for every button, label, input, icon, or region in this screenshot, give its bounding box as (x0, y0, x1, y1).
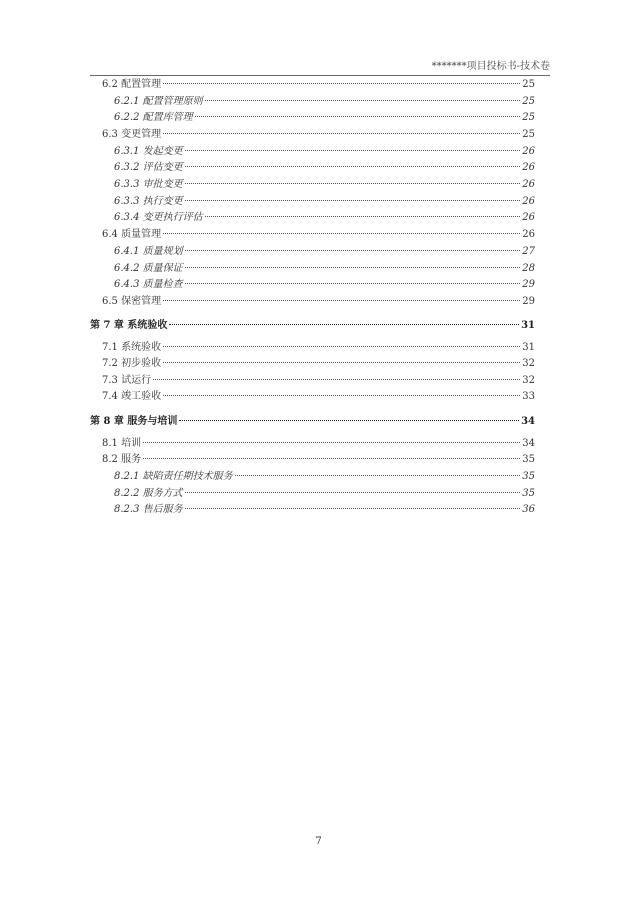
toc-entry-label: 6.2.1 配置管理原则 (114, 96, 203, 107)
toc-page-number: 26 (522, 196, 535, 207)
toc-entry-label: 7.3 试运行 (102, 375, 152, 386)
toc-page-number: 34 (521, 416, 535, 427)
toc-entry-6-2[interactable] (102, 78, 535, 92)
toc-entry-label: 8.2.3 售后服务 (114, 504, 183, 515)
toc-page-number: 25 (522, 112, 535, 123)
toc-entry-label: 6.2.2 配置库管理 (114, 112, 193, 123)
toc-page-number: 27 (522, 246, 535, 257)
toc-page-number: 36 (522, 504, 535, 515)
page-number: 7 (315, 836, 322, 847)
toc-entry-6-5[interactable] (102, 295, 535, 309)
toc-leader (185, 200, 521, 201)
toc-page-number: 35 (522, 471, 535, 482)
toc-page-number: 26 (522, 162, 535, 173)
toc-page-number: 29 (522, 296, 535, 307)
toc-leader (185, 250, 521, 251)
toc-entry-6-3-3b[interactable] (114, 195, 535, 209)
toc-entry-6-4-2[interactable] (114, 262, 535, 276)
toc-leader (163, 395, 520, 396)
toc-leader (143, 442, 520, 443)
toc-leader (169, 324, 519, 325)
toc-entry-7-2[interactable] (102, 357, 535, 371)
toc-leader (185, 267, 521, 268)
toc-entry-7-4[interactable] (102, 390, 535, 404)
toc-entry-6-3[interactable] (102, 128, 535, 142)
toc-entry-label: 7.2 初步验收 (102, 358, 162, 369)
toc-leader (163, 362, 520, 363)
toc-entry-6-2-2[interactable] (114, 111, 535, 125)
toc-page-number: 34 (522, 438, 535, 449)
toc-leader (163, 300, 520, 301)
toc-page-number: 25 (522, 79, 535, 90)
toc-page-number: 33 (522, 391, 535, 402)
toc-page-number: 26 (522, 146, 535, 157)
toc-entry-chapter-7[interactable] (90, 319, 535, 333)
toc-leader (163, 83, 520, 84)
toc-entry-6-3-2[interactable] (114, 161, 535, 175)
toc-leader (185, 492, 521, 493)
toc-entry-label: 6.3.3 审批变更 (114, 179, 183, 190)
toc-leader (185, 183, 521, 184)
toc-entry-label: 6.4.3 质量检查 (114, 279, 183, 290)
toc-entry-chapter-8[interactable] (90, 415, 535, 429)
toc-entry-7-3[interactable] (102, 374, 535, 388)
toc-leader (185, 508, 521, 509)
toc-leader (185, 283, 521, 284)
toc-leader (185, 150, 521, 151)
toc-entry-8-2[interactable] (102, 453, 535, 467)
toc-leader (195, 116, 521, 117)
toc-entry-label: 6.3.2 评估变更 (114, 162, 183, 173)
toc-entry-6-3-4[interactable] (114, 211, 535, 225)
toc-entry-label: 6.4.1 质量规划 (114, 246, 183, 257)
toc-entry-8-2-2[interactable] (114, 487, 535, 501)
toc-entry-8-2-1[interactable] (114, 470, 535, 484)
toc-entry-6-4-3[interactable] (114, 278, 535, 292)
toc-entry-label: 7.1 系统验收 (102, 342, 162, 353)
toc-entry-label: 6.5 保密管理 (102, 296, 162, 307)
toc-page-number: 25 (522, 96, 535, 107)
toc-page-number: 35 (522, 488, 535, 499)
toc-entry-label: 7.4 竣工验收 (102, 391, 162, 402)
toc-leader (235, 475, 521, 476)
toc-leader (185, 166, 521, 167)
toc-entry-6-2-1[interactable] (114, 95, 535, 109)
toc-entry-label: 6.4.2 质量保证 (114, 263, 183, 274)
toc-leader (163, 133, 520, 134)
toc-entry-label: 第 8 章 服务与培训 (90, 416, 178, 427)
toc-page-number: 26 (522, 229, 535, 240)
toc-leader (205, 100, 521, 101)
toc-entry-6-4-1[interactable] (114, 245, 535, 259)
toc-leader (179, 420, 519, 421)
toc-page-number: 32 (522, 358, 535, 369)
toc-entry-8-2-3[interactable] (114, 503, 535, 517)
toc-entry-label: 6.3.3 执行变更 (114, 196, 183, 207)
toc-entry-label: 6.3.4 变更执行评估 (114, 212, 203, 223)
toc-page-number: 31 (522, 342, 535, 353)
toc-leader (163, 233, 520, 234)
toc-page-number: 26 (522, 212, 535, 223)
toc-page-number: 35 (522, 454, 535, 465)
header-title: *******项目投标书-技术卷 (431, 61, 550, 72)
toc-entry-label: 6.4 质量管理 (102, 229, 162, 240)
toc-leader (205, 216, 521, 217)
toc-entry-label: 8.2.2 服务方式 (114, 488, 183, 499)
toc-entry-label: 6.3.1 发起变更 (114, 146, 183, 157)
toc-entry-label: 8.1 培训 (102, 438, 142, 449)
toc-entry-6-3-3[interactable] (114, 178, 535, 192)
toc-entry-label: 6.3 变更管理 (102, 129, 162, 140)
toc-page-number: 25 (522, 129, 535, 140)
toc-page-number: 26 (522, 179, 535, 190)
toc-page-number: 31 (521, 320, 535, 331)
toc-page-number: 32 (522, 375, 535, 386)
toc-leader (153, 379, 520, 380)
toc-leader (163, 346, 520, 347)
toc-page-number: 29 (522, 279, 535, 290)
toc-entry-label: 6.2 配置管理 (102, 79, 162, 90)
toc-entry-6-4[interactable] (102, 228, 535, 242)
toc-page-number: 28 (522, 263, 535, 274)
toc-entry-8-1[interactable] (102, 437, 535, 451)
toc-entry-6-3-1[interactable] (114, 145, 535, 159)
toc-leader (143, 458, 520, 459)
toc-entry-7-1[interactable] (102, 341, 535, 355)
toc-entry-label: 8.2.1 缺陷责任期技术服务 (114, 471, 233, 482)
toc-entry-label: 第 7 章 系统验收 (90, 320, 168, 331)
toc-entry-label: 8.2 服务 (102, 454, 142, 465)
